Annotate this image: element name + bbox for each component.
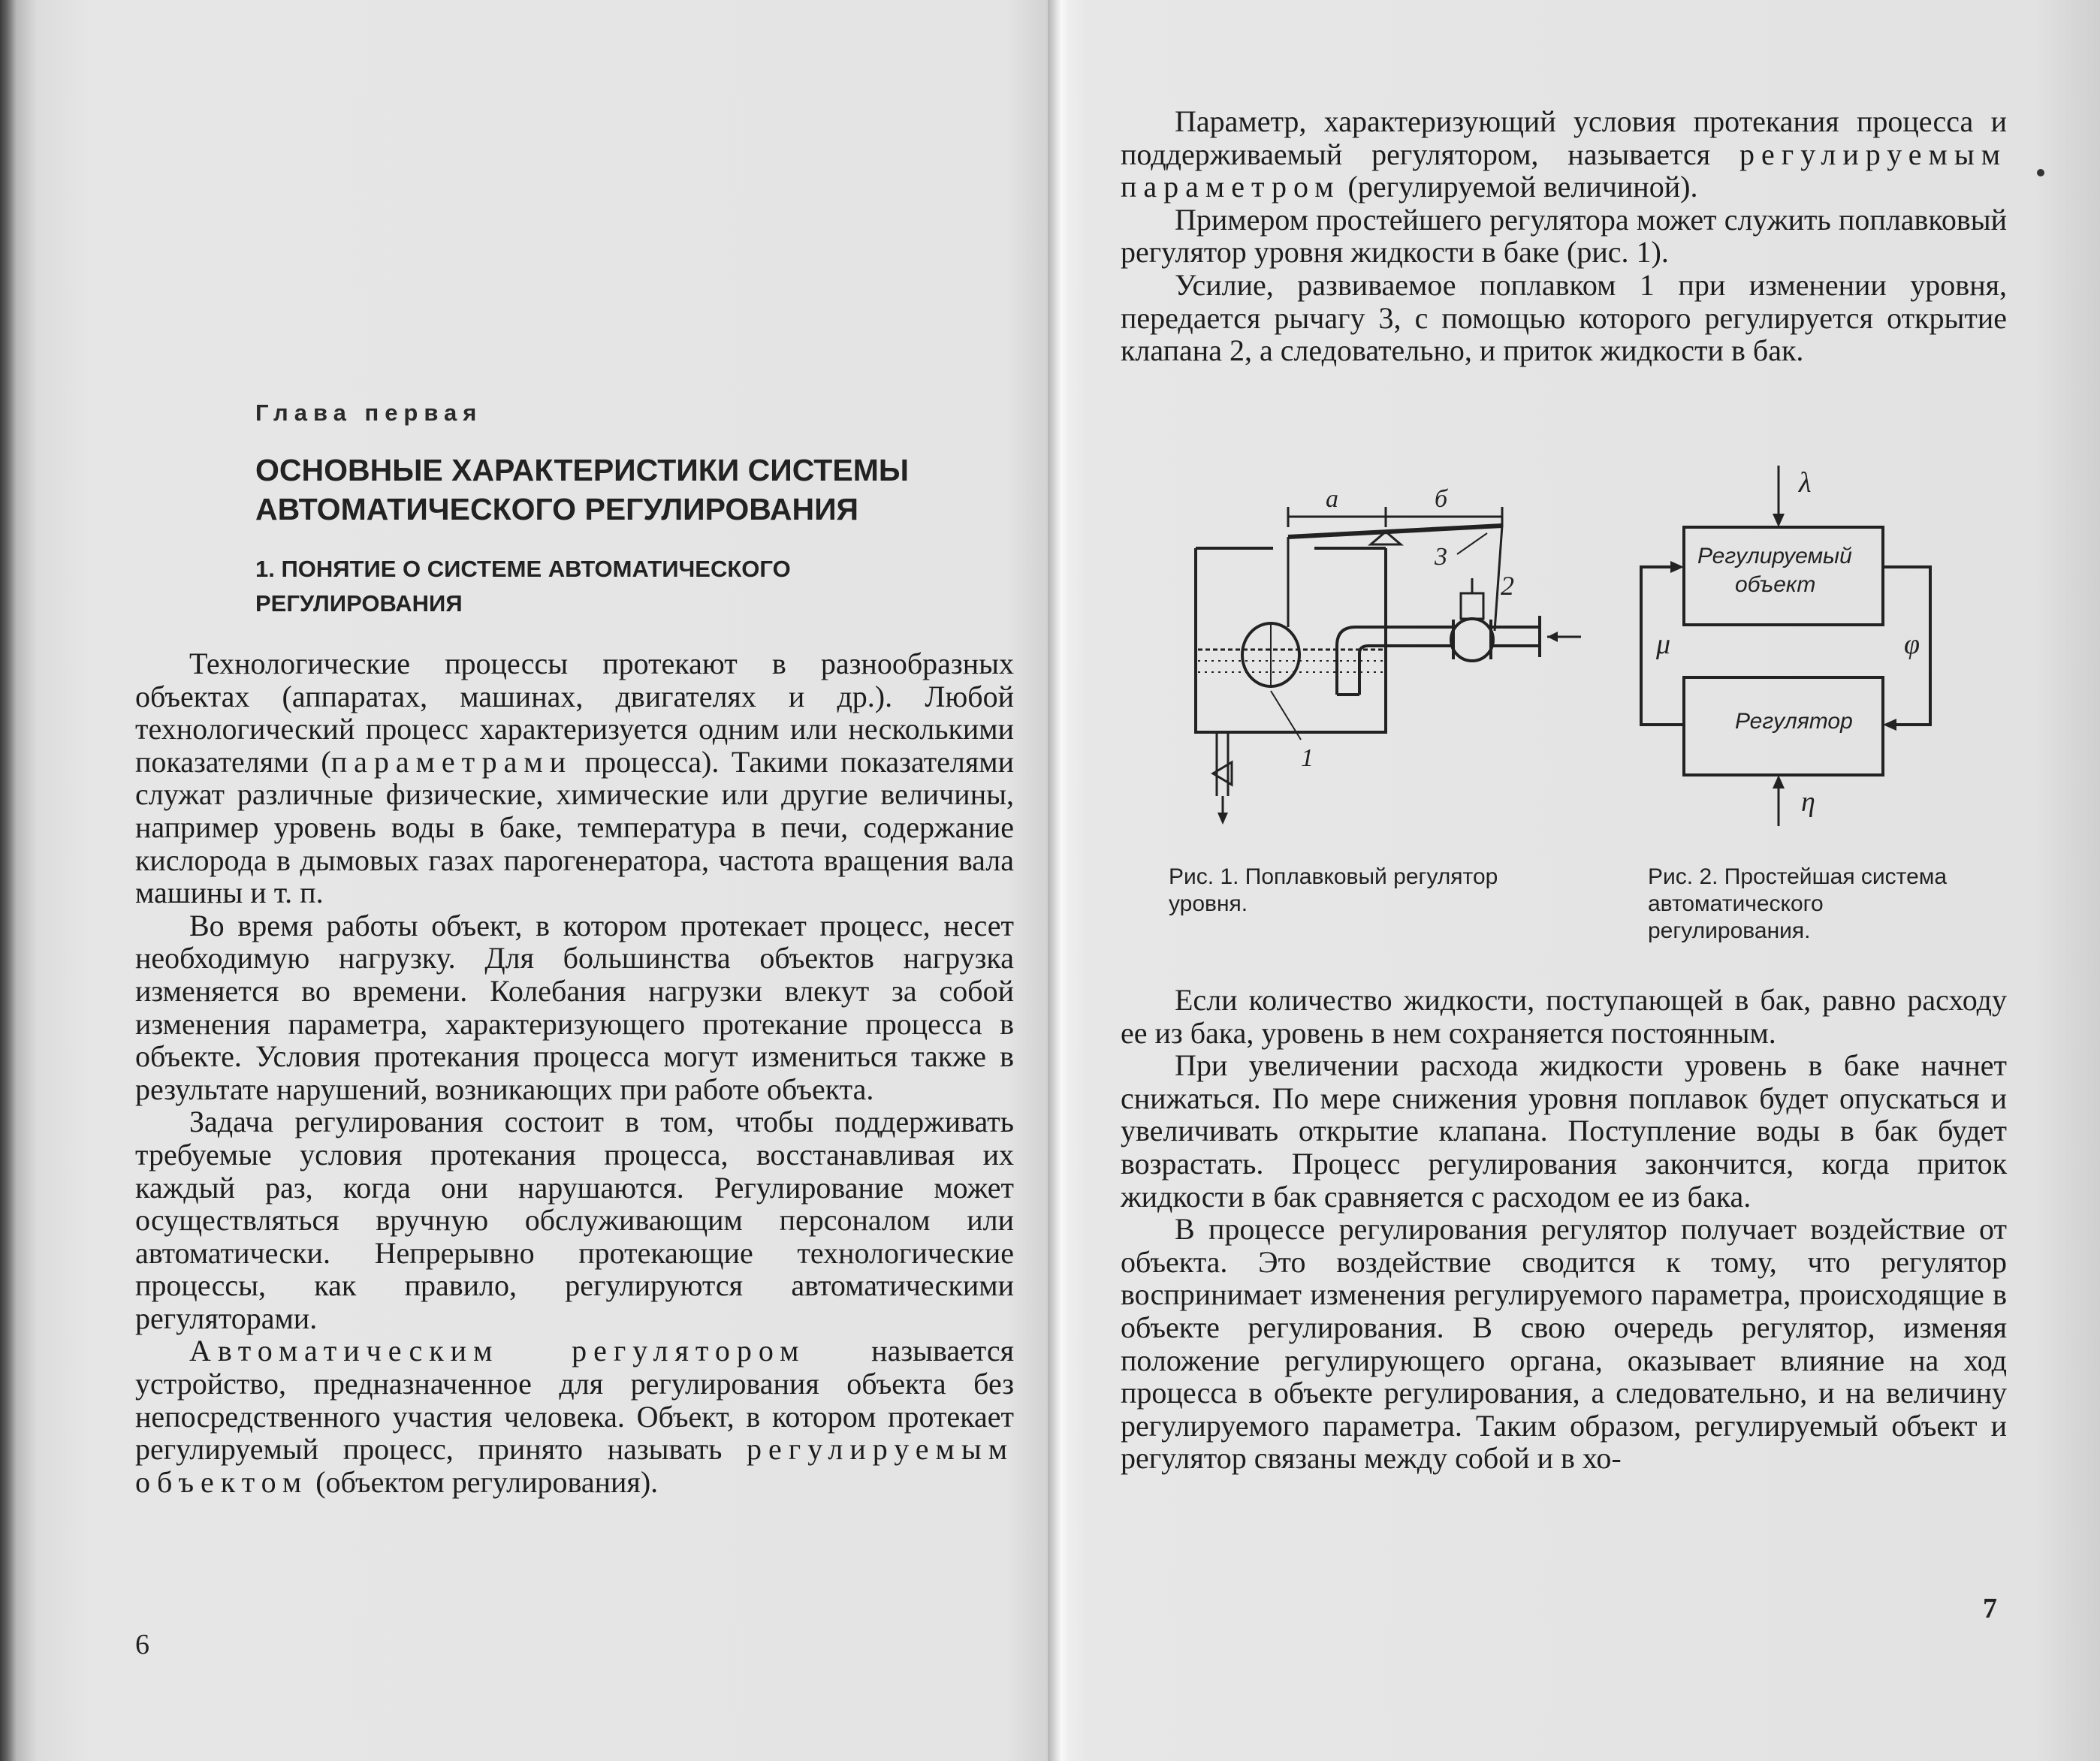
- paragraph: Параметр, характеризующий условия протекания процесса и поддерживаемый регулятором, называется регулируемым параметром (регулируемой величиной).: [1121, 104, 2007, 204]
- paragraph: Автоматическим регулятором называется устройство, предназначенное для регулирования объекта без непосредственного участия человека. Объект, в котором протекает регулируемый процесс, принято называть регулируемым объектом (объектом регулирования).: [135, 1334, 1015, 1499]
- paragraph: Во время работы объект, в котором протекает процесс, несет необходимую нагрузку. Для большинства объектов нагрузка изменяется во времени. Колебания нагрузки влекут за собой изменения параметра, характеризующего протекание процесса в объекте. Условия протекания процесса могут измениться также в результате нарушений, возникающих при работе объекта.: [135, 908, 1014, 1106]
- section-heading: 1. ПОНЯТИЕ О СИСТЕМЕ АВТОМАТИЧЕСКОГО РЕГУЛИРОВАНИЯ: [255, 556, 791, 617]
- label-a: а: [1326, 485, 1338, 513]
- figure-2-caption: Рис. 2. Простейшая система автоматического регулирования.: [1648, 864, 1948, 943]
- mu-label: μ: [1656, 629, 1671, 660]
- paragraph: Примером простейшего регулятора может служить поплавковый регулятор уровня жидкости в баке (рис. 1).: [1121, 202, 2007, 270]
- label-3: 3: [1435, 543, 1447, 571]
- eta-label: η: [1801, 786, 1815, 818]
- object-label-line2: объект: [1735, 572, 1816, 597]
- paragraph: Если количество жидкости, поступающей в бак, равно расходу ее из бака, уровень в нем сохраняется постоянным.: [1121, 983, 2007, 1050]
- paragraph: Усилие, развиваемое поплавком 1 при изменении уровня, передается рычагу 3, с помощью которого регулируется открытие клапана 2, а следовательно, и приток жидкости в бак.: [1121, 267, 2007, 368]
- right-body-top: [1121, 105, 2007, 367]
- label-2: 2: [1501, 571, 1514, 601]
- paragraph: При увеличении расхода жидкости уровень в баке начнет снижаться. По мере снижения уровня поплавок будет опускаться и увеличивать открытие клапана. Поступление воды в бак будет возрастать. Процесс регулирования закончится, когда приток жидкости в бак сравняется с расходом ее из бака.: [1121, 1048, 2007, 1214]
- chapter-title: ОСНОВНЫЕ ХАРАКТЕРИСТИКИ СИСТЕМЫ АВТОМАТИЧЕСКОГО РЕГУЛИРОВАНИЯ: [255, 453, 909, 526]
- figure-1-float-regulator: [1172, 466, 1592, 826]
- label-b: б: [1435, 485, 1448, 513]
- phi-label: φ: [1904, 629, 1920, 660]
- paragraph: Технологические процессы протекают в разнообразных объектах (аппаратах, машинах, двигателях и др.). Любой технологический процесс характеризуется одним или несколькими показателями (параметрами процесса). Такими показателями служат различные физические, химические или другие величины, например уровень воды в баке, температура в печи, содержание кислорода в дымовых газах парогенератора, частота вращения вала машины и т. п.: [135, 647, 1015, 910]
- label-1: 1: [1301, 744, 1314, 772]
- page-number-right: 7: [1983, 1593, 1997, 1624]
- lambda-label: λ: [1799, 467, 1812, 499]
- object-label-line1: Регулируемый: [1697, 544, 1852, 568]
- right-body-bottom: [1121, 984, 2007, 1475]
- figure-1-caption: Рис. 1. Поплавковый регулятор уровня.: [1169, 864, 1498, 916]
- page-number-left: 6: [135, 1629, 149, 1660]
- figure-2-control-loop: [1630, 458, 1945, 834]
- print-speck: [2037, 169, 2044, 176]
- chapter-label: Глава первая: [255, 400, 483, 426]
- paragraph: Задача регулирования состоит в том, чтобы поддерживать требуемые условия протекания процесса, восстанавливая их каждый раз, когда они нарушаются. Регулирование может осуществляться вручную обслуживающим персоналом или автоматически. Непрерывно протекающие технологические процессы, как правило, регулируются автоматическими регуляторами.: [135, 1105, 1014, 1335]
- paragraph: В процессе регулирования регулятор получает воздействие от объекта. Это воздействие сводится к тому, что регулятор воспринимает изменения регулируемого параметра, происходящие в объекте регулирования. В свою очередь регулятор, изменяя положение регулирующего органа, оказывает влияние на ход процесса в объекте регулирования, а следовательно, и на величину регулируемого параметра. Таким образом, регулируемый объект и регулятор связаны между собой и в хо-: [1121, 1212, 2007, 1476]
- left-body-text: [135, 647, 1014, 1498]
- regulator-label: Регулятор: [1735, 709, 1853, 734]
- book-gutter: [1048, 0, 1070, 1761]
